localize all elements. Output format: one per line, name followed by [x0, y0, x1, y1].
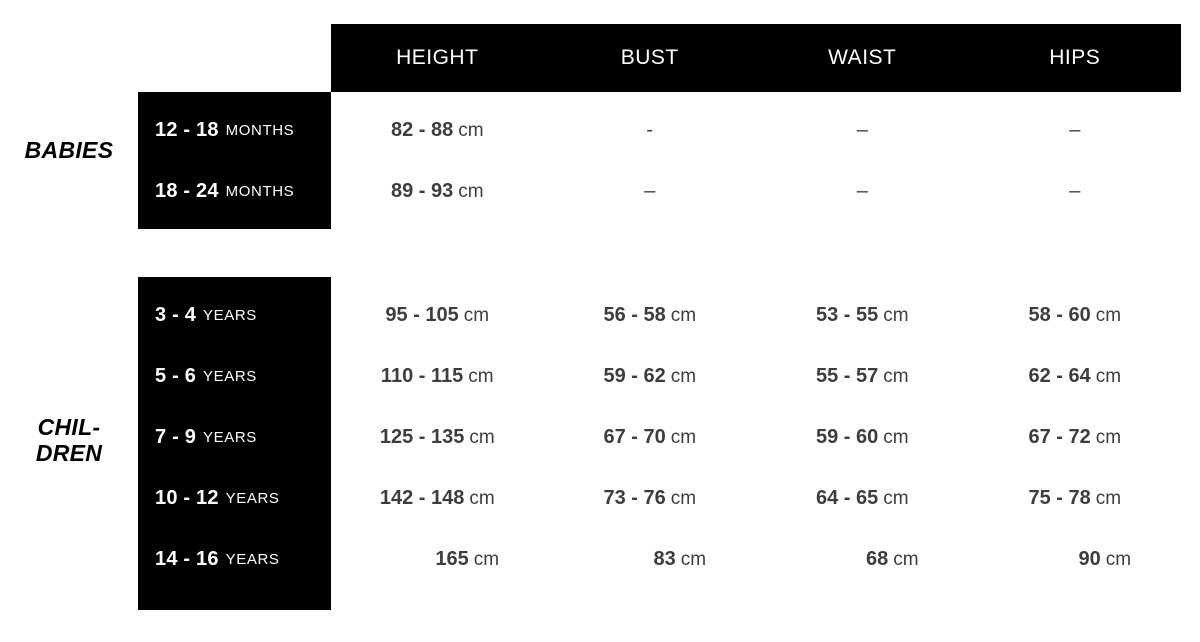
age-row-18-24-months	[138, 161, 331, 222]
cell-height	[331, 365, 544, 388]
cell-value: 110 - 115	[380, 365, 464, 387]
table-row-children-5-6-years	[331, 346, 1181, 407]
group-label-children	[0, 415, 138, 467]
age-range-unit: MONTHS	[225, 122, 295, 139]
cell-value: 58 - 60	[1028, 304, 1091, 326]
age-range-value: 3 - 4	[155, 304, 197, 326]
cell-hips	[969, 426, 1182, 449]
cell-waist	[756, 365, 969, 388]
cell-bust	[544, 487, 757, 510]
age-range-value: 7 - 9	[155, 426, 197, 448]
cell-height	[331, 426, 544, 449]
group-label-children-line-2: DREN	[35, 439, 103, 466]
cell-unit: cm	[893, 549, 919, 570]
cell-hips	[969, 304, 1182, 327]
cell-hips: –	[1069, 119, 1081, 141]
cell-value: 83	[653, 548, 676, 570]
age-row-5-6-years	[138, 346, 331, 407]
cell-value: 165	[435, 548, 469, 570]
cell-waist	[756, 487, 969, 510]
age-range-unit: YEARS	[203, 307, 257, 324]
age-range-value: 5 - 6	[155, 365, 197, 387]
cell-unit: cm	[1095, 366, 1122, 387]
age-row-7-9-years	[138, 407, 331, 468]
cell-value: 56 - 58	[603, 304, 666, 326]
cell-waist	[756, 426, 969, 449]
cell-value: 68	[865, 548, 889, 570]
cell-unit: cm	[1095, 427, 1122, 448]
cell-height	[331, 180, 544, 203]
column-header-waist: WAIST	[828, 46, 897, 69]
cell-value: 73 - 76	[603, 487, 666, 509]
cell-bust	[544, 426, 757, 449]
cell-unit: cm	[670, 488, 697, 509]
cell-waist: –	[856, 180, 868, 202]
group-label-babies-line-1: BABIES	[24, 137, 114, 163]
age-range-value: 10 - 12	[155, 487, 219, 509]
cell-value: 125 - 135	[379, 426, 465, 448]
cell-hips	[969, 548, 1182, 571]
age-range-unit: YEARS	[225, 551, 280, 568]
cell-unit: cm	[670, 427, 697, 448]
cell-unit: cm	[883, 305, 909, 326]
age-range-unit: YEARS	[203, 429, 257, 446]
cell-unit: cm	[883, 366, 909, 387]
table-row-babies-18-24-months	[331, 161, 1181, 222]
table-row-children-10-12-years	[331, 468, 1181, 529]
cell-value: 64 - 65	[815, 487, 879, 509]
cell-hips	[969, 487, 1182, 510]
cell-value: 89 - 93	[390, 180, 454, 202]
group-label-children-line-1: CHIL-	[37, 414, 101, 440]
table-header-row	[331, 24, 1181, 92]
cell-value: 67 - 72	[1028, 426, 1091, 448]
age-range-value: 18 - 24	[155, 180, 219, 202]
cell-value: 95 - 105	[385, 304, 459, 326]
cell-unit: cm	[883, 488, 909, 509]
column-header-height: HEIGHT	[396, 46, 479, 69]
cell-value: 67 - 70	[603, 426, 666, 448]
cell-unit: cm	[670, 305, 697, 326]
age-range-value: 12 - 18	[155, 119, 219, 141]
cell-height	[331, 119, 544, 142]
cell-unit: cm	[883, 427, 909, 448]
age-row-14-16-years	[138, 529, 331, 590]
cell-unit: cm	[1105, 549, 1132, 570]
cell-unit: cm	[458, 120, 484, 141]
cell-value: 53 - 55	[815, 304, 879, 326]
column-header-bust: BUST	[620, 46, 679, 69]
table-row-children-3-4-years	[331, 285, 1181, 346]
age-range-unit: MONTHS	[225, 183, 295, 200]
column-header-hips: HIPS	[1049, 46, 1101, 69]
cell-value: 90	[1078, 548, 1101, 570]
cell-value: 55 - 57	[815, 365, 879, 387]
cell-unit: cm	[468, 366, 494, 387]
age-row-12-18-months	[138, 100, 331, 161]
cell-bust	[544, 548, 757, 571]
cell-waist: –	[856, 119, 868, 141]
table-row-babies-12-18-months	[331, 100, 1181, 161]
cell-unit: cm	[469, 427, 495, 448]
cell-hips	[969, 365, 1182, 388]
cell-unit: cm	[463, 305, 490, 326]
table-row-children-14-16-years	[331, 529, 1181, 590]
cell-unit: cm	[458, 181, 484, 202]
age-row-3-4-years	[138, 285, 331, 346]
cell-unit: cm	[1095, 488, 1122, 509]
cell-value: 62 - 64	[1028, 365, 1091, 387]
group-label-babies	[0, 138, 138, 164]
cell-height	[331, 487, 544, 510]
age-range-unit: YEARS	[203, 368, 257, 385]
cell-waist	[756, 548, 969, 571]
cell-unit: cm	[1095, 305, 1122, 326]
table-row-children-7-9-years	[331, 407, 1181, 468]
cell-unit: cm	[469, 488, 495, 509]
cell-height	[331, 304, 544, 327]
cell-unit: cm	[473, 549, 500, 570]
cell-hips: –	[1069, 180, 1081, 202]
age-row-10-12-years	[138, 468, 331, 529]
cell-unit: cm	[670, 366, 697, 387]
cell-height	[331, 548, 544, 571]
cell-bust	[544, 304, 757, 327]
cell-value: 59 - 62	[603, 365, 666, 387]
cell-unit: cm	[680, 549, 707, 570]
cell-value: 75 - 78	[1028, 487, 1091, 509]
cell-value: 142 - 148	[379, 487, 465, 509]
cell-bust: –	[644, 180, 656, 202]
age-range-unit: YEARS	[225, 490, 280, 507]
cell-value: 59 - 60	[815, 426, 879, 448]
cell-bust: -	[646, 119, 654, 141]
cell-bust	[544, 365, 757, 388]
cell-value: 82 - 88	[390, 119, 454, 141]
age-range-value: 14 - 16	[155, 548, 219, 570]
cell-waist	[756, 304, 969, 327]
